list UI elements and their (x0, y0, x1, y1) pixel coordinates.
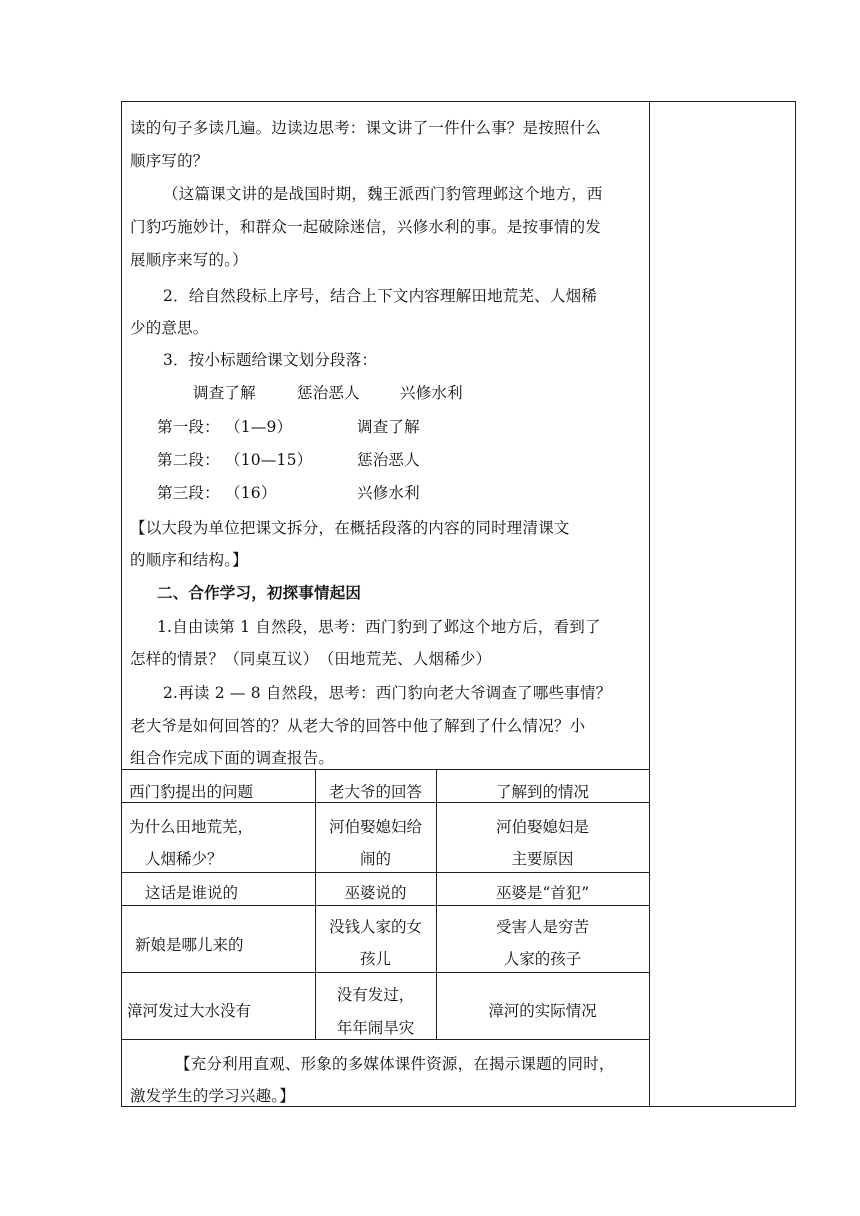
text-line: 顺序写的？ (130, 152, 209, 170)
table-cell: 漳河的实际情况 (488, 1002, 597, 1020)
subtitle: 惩治恶人 (297, 384, 360, 402)
design-note: 【充分利用直观、形象的多媒体课件资源，在揭示课题的同时， (175, 1055, 615, 1073)
table-cell: 为什么田地荒芜， (129, 818, 254, 836)
question-2: 组合作完成下面的调查报告。 (130, 749, 335, 767)
table-cell: 没钱人家的女 (328, 918, 422, 936)
question-2: 老大爷是如何回答的？从老大爷的回答中他了解到了什么情况？小 (130, 717, 586, 735)
table-cell: 河伯娶媳妇给 (328, 818, 422, 836)
text-line: 读的句子多读几遍。边读边思考：课文讲了一件什么事？是按照什么 (130, 119, 602, 137)
subtitle: 调查了解 (193, 384, 256, 402)
table-cell: 孩儿 (359, 950, 391, 968)
step-2: 少的意思。 (130, 319, 209, 337)
section-range: （10—15） (225, 451, 313, 469)
table-cell: 受害人是穷苦 (495, 918, 589, 936)
design-note: 激发学生的学习兴趣。】 (130, 1087, 295, 1105)
answer-line: 门豹巧施妙计，和群众一起破除迷信，兴修水利的事。是按事情的发 (130, 218, 602, 236)
table-rule (121, 905, 650, 906)
table-col-divider (436, 769, 437, 1039)
step-3: 3．按小标题给课文划分段落： (163, 351, 378, 369)
table-cell: 没有发过， (336, 986, 415, 1004)
table-cell: 巫婆是“首犯” (495, 884, 590, 902)
section-label: 第三段： (157, 484, 220, 502)
section-range: （16） (225, 484, 277, 502)
table-cell: 巫婆说的 (344, 884, 407, 902)
step-2: 2．给自然段标上序号，结合上下文内容理解田地荒芜、人烟稀 (163, 287, 597, 305)
table-header: 了解到的情况 (495, 783, 589, 801)
table-cell: 新娘是哪儿来的 (135, 936, 244, 954)
table-rule (121, 872, 650, 873)
section-range: （1—9） (225, 418, 293, 436)
table-cell: 人家的孩子 (503, 950, 582, 968)
question-2: 2.再读 2 — 8 自然段，思考：西门豹向老大爷调查了哪些事情？ (163, 684, 612, 702)
design-note: 的顺序和结构。】 (130, 551, 248, 569)
section-label: 第一段： (157, 418, 220, 436)
table-rule (121, 802, 650, 803)
table-rule (121, 769, 650, 770)
section-title: 惩治恶人 (357, 451, 420, 469)
table-cell: 漳河发过大水没有 (127, 1002, 252, 1020)
table-header: 西门豹提出的问题 (129, 783, 254, 801)
question-1: 怎样的情景？（同桌互议） （田地荒芜、人烟稀少） (130, 650, 492, 668)
subtitle: 兴修水利 (400, 384, 463, 402)
section-label: 第二段： (157, 451, 220, 469)
table-cell: 主要原因 (511, 850, 574, 868)
answer-line: （这篇课文讲的是战国时期，魏王派西门豹管理邺这个地方，西 (163, 185, 603, 203)
design-note: 【以大段为单位把课文拆分，在概括段落的内容的同时理清课文 (130, 519, 570, 537)
table-header: 老大爷的回答 (328, 783, 422, 801)
answer-line: 展顺序来写的。） (130, 251, 248, 269)
section-title: 兴修水利 (357, 484, 420, 502)
table-rule (121, 1039, 650, 1040)
table-cell: 人烟稀少？ (145, 850, 223, 868)
table-cell: 闹的 (359, 850, 391, 868)
notes-column-divider (649, 101, 650, 1107)
table-cell: 年年闹旱灾 (336, 1019, 415, 1037)
question-1: 1.自由读第 1 自然段，思考：西门豹到了邺这个地方后，看到了 (157, 618, 601, 636)
section-heading: 二、合作学习，初探事情起因 (157, 584, 362, 602)
table-cell: 这话是谁说的 (145, 884, 239, 902)
table-cell: 河伯娶媳妇是 (495, 818, 589, 836)
table-rule (121, 972, 650, 973)
section-title: 调查了解 (357, 418, 420, 436)
